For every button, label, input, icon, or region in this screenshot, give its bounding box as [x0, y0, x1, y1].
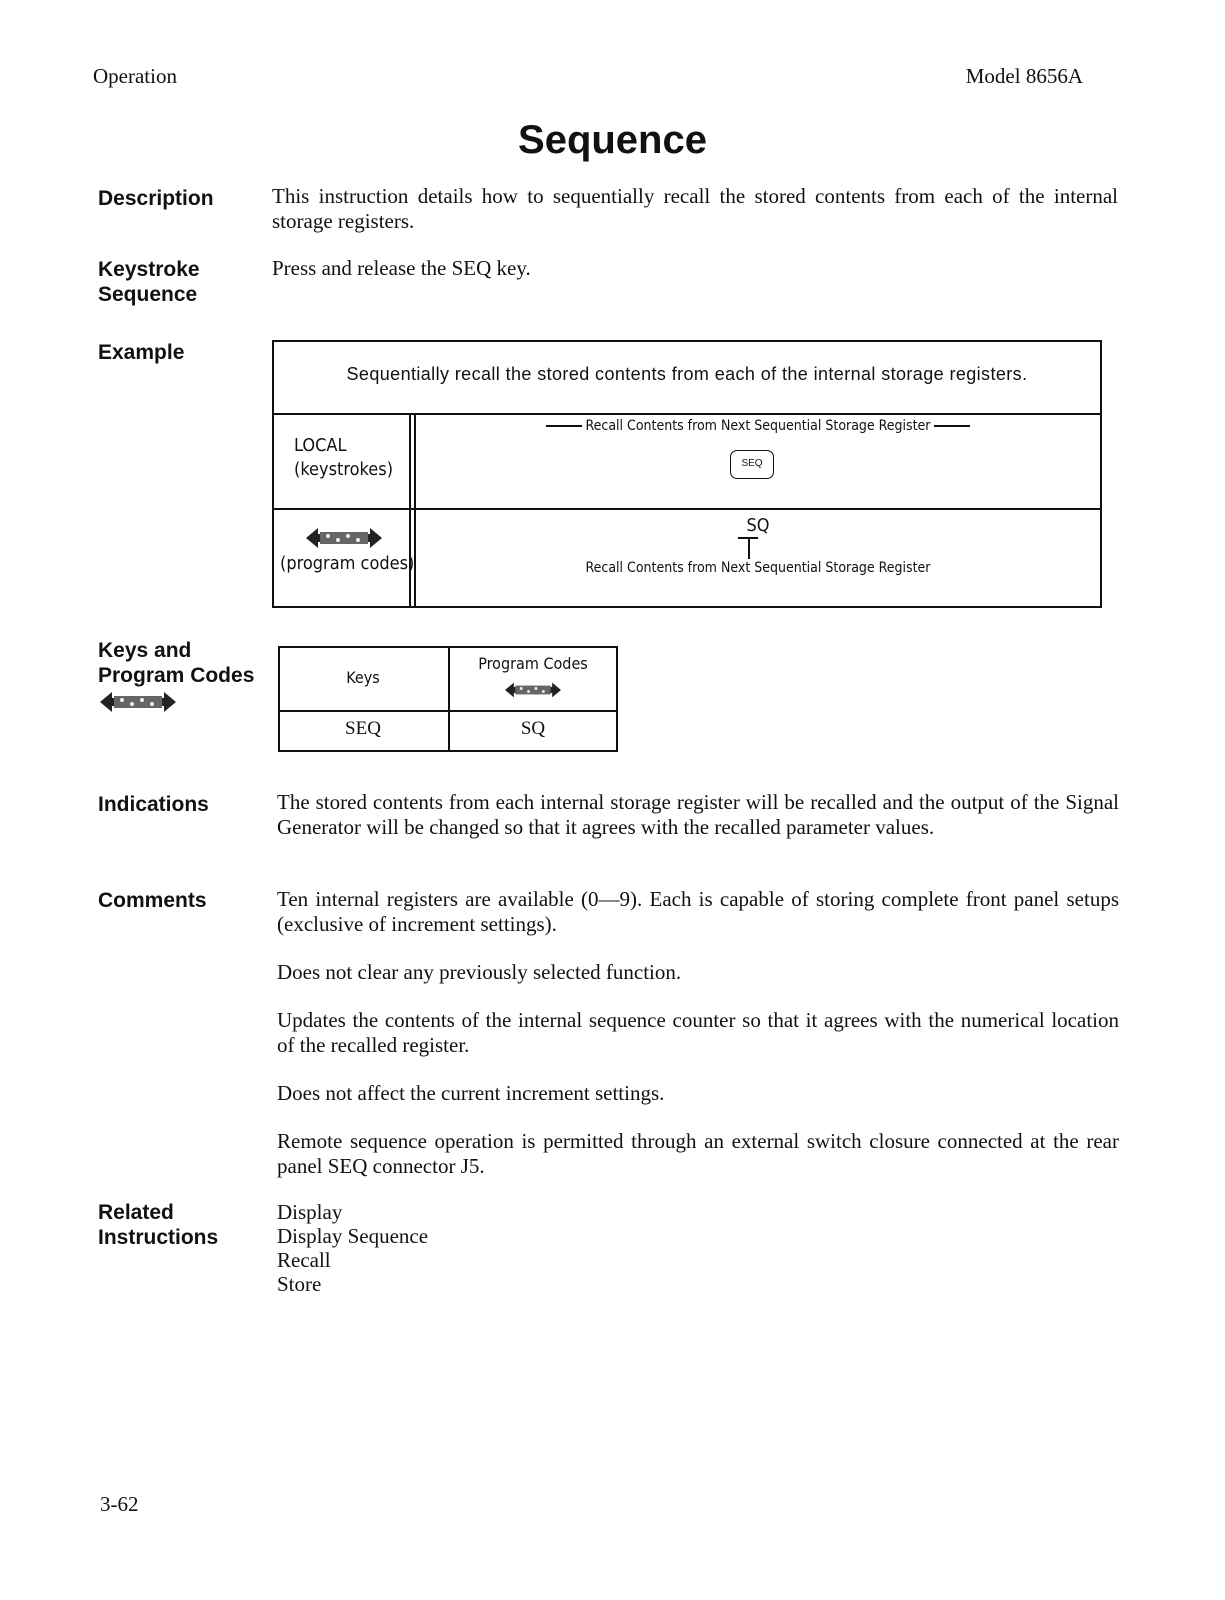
hpib-logo [306, 526, 382, 555]
indications-label: Indications [98, 793, 209, 816]
related-item: Store [277, 1272, 322, 1296]
description-label: Description [98, 187, 214, 210]
comment-paragraph: Ten internal registers are available (0—9). Each is capable of storing complete front panel setups (exclusive of increment settings). [277, 887, 1119, 936]
page-number: 3-62 [100, 1492, 139, 1516]
description-text: This instruction details how to sequentially recall the stored contents from each of the internal storage registers. [272, 184, 1118, 233]
comment-paragraph: Updates the contents of the internal sequence counter so that it agrees with the numerical location of the recalled register. [277, 1008, 1119, 1057]
keystroke-text: Press and release the SEQ key. [272, 256, 531, 280]
hpib-logo-small [100, 690, 176, 719]
related-item: Display Sequence [277, 1224, 429, 1248]
example-caption: Sequentially recall the stored contents from each of the internal storage registers. [346, 364, 1028, 384]
keystroke-label: Keystroke Sequence [98, 258, 200, 306]
related-list [277, 1200, 1119, 1296]
arrow-right-line [934, 425, 970, 427]
local-label: LOCAL (keystrokes) [294, 435, 394, 480]
comment-paragraph: Does not clear any previously selected function. [277, 960, 682, 984]
program-code: SQ [746, 515, 770, 536]
seq-key: SEQ [730, 450, 774, 479]
indications-text: The stored contents from each internal storage register will be recalled and the output of the Signal Generator will be changed so that it agrees with the recalled parameter values. [277, 790, 1119, 839]
col-keys-header: Keys [346, 668, 380, 687]
comments-text [277, 887, 1119, 1179]
table-row-key: SEQ [345, 718, 381, 739]
page-title: Sequence [518, 118, 707, 162]
comments-label: Comments [98, 889, 207, 912]
local-description: Recall Contents from Next Sequential Storage Register [414, 418, 1102, 434]
table-row-code: SQ [520, 718, 546, 739]
related-item: Display [277, 1200, 343, 1224]
related-item: Recall [277, 1248, 331, 1272]
comment-paragraph: Remote sequence operation is permitted through an external switch closure connected at the rear panel SEQ connector J5. [277, 1129, 1119, 1178]
header-section: Operation [93, 64, 177, 88]
keys-codes-label: Keys and Program Codes [98, 639, 255, 687]
program-description: Recall Contents from Next Sequential Storage Register [585, 560, 931, 576]
col-codes-header: Program Codes [478, 654, 588, 673]
comment-paragraph: Does not affect the current increment settings. [277, 1081, 665, 1105]
example-box [272, 340, 1102, 608]
example-label: Example [98, 341, 185, 364]
keys-codes-table [278, 646, 618, 752]
header-model: Model 8656A [965, 64, 1083, 88]
hpib-logo-table [505, 680, 561, 705]
related-label: Related Instructions [98, 1201, 219, 1249]
program-codes-label: (program codes) [280, 553, 415, 574]
arrow-left-line [546, 425, 582, 427]
